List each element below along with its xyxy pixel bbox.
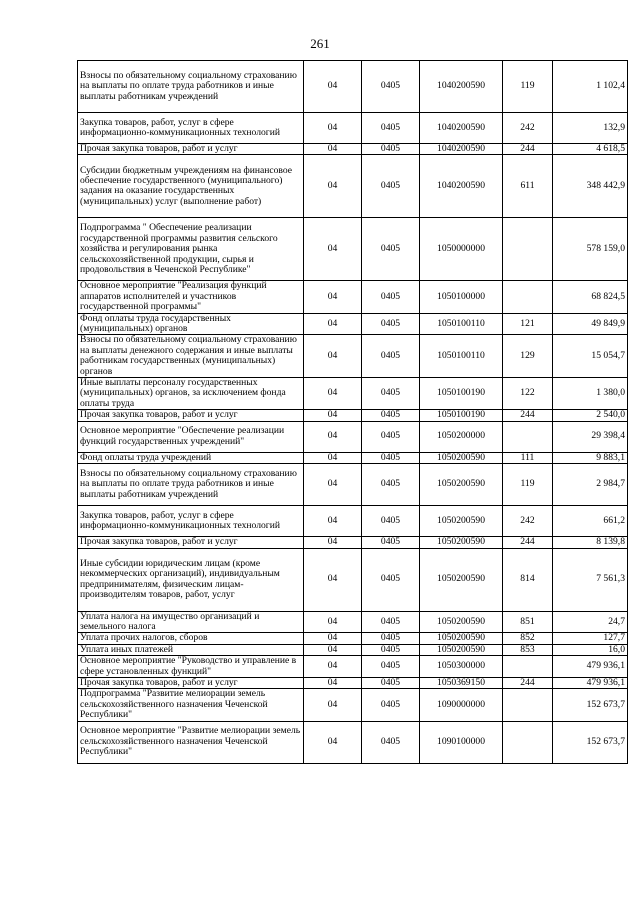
row-target-code: 1040200590 <box>420 61 503 113</box>
row-subsection: 0405 <box>362 281 420 313</box>
row-name: Взносы по обязательному социальному страхованию на выплаты по оплате труда работников и иные выплаты работникам учреждений <box>78 61 304 113</box>
table-row <box>78 537 628 548</box>
row-target-code: 1050200590 <box>420 644 503 655</box>
row-section: 04 <box>304 548 362 611</box>
row-amount: 1 102,4 <box>553 61 628 113</box>
row-expense-type: 814 <box>503 548 553 611</box>
row-target-code: 1090000000 <box>420 689 503 721</box>
table-row <box>78 464 628 506</box>
row-amount: 2 984,7 <box>553 464 628 506</box>
row-target-code: 1050200590 <box>420 506 503 537</box>
row-name: Прочая закупка товаров, работ и услуг <box>78 410 304 421</box>
row-name: Субсидии бюджетным учреждениям на финансовое обеспечение государственного (муниципального) задания на оказание государственных (муниципальных) услуг (выполнение работ) <box>78 155 304 218</box>
row-name: Фонд оплаты труда учреждений <box>78 452 304 463</box>
row-amount: 479 936,1 <box>553 656 628 678</box>
row-section: 04 <box>304 421 362 452</box>
row-section: 04 <box>304 281 362 313</box>
table-row <box>78 155 628 218</box>
row-section: 04 <box>304 689 362 721</box>
row-subsection: 0405 <box>362 378 420 410</box>
row-subsection: 0405 <box>362 113 420 144</box>
row-subsection: 0405 <box>362 689 420 721</box>
row-name: Подпрограмма " Обеспечение реализации государственной программы развития сельского хозяйства и регулирования рынка сельскохозяйственной продукции, сырья и продовольствия в Чеченской Республике" <box>78 218 304 281</box>
table-row <box>78 689 628 721</box>
table-row <box>78 281 628 313</box>
row-expense-type: 242 <box>503 113 553 144</box>
row-section: 04 <box>304 378 362 410</box>
row-amount: 29 398,4 <box>553 421 628 452</box>
row-target-code: 1050200590 <box>420 452 503 463</box>
row-target-code: 1090100000 <box>420 721 503 763</box>
row-target-code: 1050200590 <box>420 633 503 644</box>
row-expense-type <box>503 421 553 452</box>
row-subsection: 0405 <box>362 656 420 678</box>
table-row <box>78 506 628 537</box>
row-name: Закупка товаров, работ, услуг в сфере информационно-коммуникационных технологий <box>78 113 304 144</box>
row-section: 04 <box>304 506 362 537</box>
row-subsection: 0405 <box>362 144 420 155</box>
row-expense-type: 851 <box>503 611 553 633</box>
row-name: Основное мероприятие "Руководство и управление в сфере установленных функций" <box>78 656 304 678</box>
row-section: 04 <box>304 464 362 506</box>
row-subsection: 0405 <box>362 611 420 633</box>
table-row <box>78 633 628 644</box>
row-expense-type: 121 <box>503 313 553 335</box>
row-expense-type <box>503 656 553 678</box>
table-row <box>78 410 628 421</box>
row-subsection: 0405 <box>362 155 420 218</box>
row-amount: 68 824,5 <box>553 281 628 313</box>
table-row <box>78 313 628 335</box>
row-amount: 152 673,7 <box>553 689 628 721</box>
table-row <box>78 113 628 144</box>
row-expense-type: 111 <box>503 452 553 463</box>
row-name: Прочая закупка товаров, работ и услуг <box>78 537 304 548</box>
row-target-code: 1050000000 <box>420 218 503 281</box>
row-target-code: 1040200590 <box>420 144 503 155</box>
row-amount: 479 936,1 <box>553 677 628 688</box>
row-target-code: 1050100110 <box>420 313 503 335</box>
row-section: 04 <box>304 335 362 378</box>
row-amount: 4 618,5 <box>553 144 628 155</box>
row-amount: 132,9 <box>553 113 628 144</box>
row-name: Прочая закупка товаров, работ и услуг <box>78 144 304 155</box>
row-subsection: 0405 <box>362 506 420 537</box>
row-target-code: 1050100000 <box>420 281 503 313</box>
row-amount: 348 442,9 <box>553 155 628 218</box>
row-target-code: 1050200590 <box>420 548 503 611</box>
row-section: 04 <box>304 644 362 655</box>
row-subsection: 0405 <box>362 721 420 763</box>
row-section: 04 <box>304 677 362 688</box>
table-row <box>78 378 628 410</box>
row-name: Уплата налога на имущество организаций и земельного налога <box>78 611 304 633</box>
row-section: 04 <box>304 218 362 281</box>
row-target-code: 1040200590 <box>420 155 503 218</box>
row-name: Взносы по обязательному социальному страхованию на выплаты по оплате труда работников и иные выплаты работникам учреждений <box>78 464 304 506</box>
page-number: 261 <box>310 36 330 51</box>
row-target-code: 1050100190 <box>420 378 503 410</box>
row-amount: 24,7 <box>553 611 628 633</box>
row-expense-type: 852 <box>503 633 553 644</box>
row-name: Подпрограмма "Развитие мелиорации земель сельскохозяйственного назначения Чеченской Республики" <box>78 689 304 721</box>
table-row <box>78 644 628 655</box>
table-row <box>78 677 628 688</box>
row-section: 04 <box>304 144 362 155</box>
row-subsection: 0405 <box>362 335 420 378</box>
row-section: 04 <box>304 113 362 144</box>
budget-table <box>77 60 628 764</box>
table-row <box>78 421 628 452</box>
row-section: 04 <box>304 721 362 763</box>
row-amount: 2 540,0 <box>553 410 628 421</box>
table-row <box>78 452 628 463</box>
row-target-code: 1050100110 <box>420 335 503 378</box>
row-subsection: 0405 <box>362 548 420 611</box>
row-target-code: 1040200590 <box>420 113 503 144</box>
table-row <box>78 335 628 378</box>
row-expense-type: 853 <box>503 644 553 655</box>
row-subsection: 0405 <box>362 633 420 644</box>
row-subsection: 0405 <box>362 313 420 335</box>
row-expense-type: 244 <box>503 537 553 548</box>
row-expense-type: 119 <box>503 61 553 113</box>
row-section: 04 <box>304 452 362 463</box>
row-amount: 152 673,7 <box>553 721 628 763</box>
row-expense-type: 242 <box>503 506 553 537</box>
table-row <box>78 144 628 155</box>
row-section: 04 <box>304 313 362 335</box>
table-row <box>78 218 628 281</box>
row-amount: 8 139,8 <box>553 537 628 548</box>
row-name: Уплата иных платежей <box>78 644 304 655</box>
row-section: 04 <box>304 633 362 644</box>
row-target-code: 1050300000 <box>420 656 503 678</box>
row-expense-type: 129 <box>503 335 553 378</box>
row-name: Прочая закупка товаров, работ и услуг <box>78 677 304 688</box>
row-subsection: 0405 <box>362 644 420 655</box>
row-name: Закупка товаров, работ, услуг в сфере информационно-коммуникационных технологий <box>78 506 304 537</box>
row-target-code: 1050200590 <box>420 611 503 633</box>
table-row <box>78 611 628 633</box>
row-amount: 7 561,3 <box>553 548 628 611</box>
row-target-code: 1050200000 <box>420 421 503 452</box>
row-amount: 16,0 <box>553 644 628 655</box>
row-expense-type: 244 <box>503 677 553 688</box>
row-expense-type <box>503 721 553 763</box>
row-subsection: 0405 <box>362 421 420 452</box>
row-subsection: 0405 <box>362 452 420 463</box>
row-section: 04 <box>304 155 362 218</box>
table-row <box>78 656 628 678</box>
row-subsection: 0405 <box>362 677 420 688</box>
budget-table-body <box>78 61 628 764</box>
row-amount: 127,7 <box>553 633 628 644</box>
row-expense-type: 244 <box>503 144 553 155</box>
row-expense-type <box>503 218 553 281</box>
row-section: 04 <box>304 61 362 113</box>
table-row <box>78 721 628 763</box>
row-section: 04 <box>304 656 362 678</box>
row-expense-type <box>503 689 553 721</box>
row-name: Иные субсидии юридическим лицам (кроме некоммерческих организаций), индивидуальным предпринимателям, физическим лицам-производителям товаров, работ, услуг <box>78 548 304 611</box>
row-amount: 661,2 <box>553 506 628 537</box>
row-name: Основное мероприятие "Развитие мелиорации земель сельскохозяйственного назначения Чеченской Республики" <box>78 721 304 763</box>
row-name: Основное мероприятие "Обеспечение реализации функций государственных учреждений" <box>78 421 304 452</box>
row-target-code: 1050200590 <box>420 537 503 548</box>
row-expense-type: 119 <box>503 464 553 506</box>
row-name: Уплата прочих налогов, сборов <box>78 633 304 644</box>
row-subsection: 0405 <box>362 218 420 281</box>
row-amount: 1 380,0 <box>553 378 628 410</box>
row-section: 04 <box>304 537 362 548</box>
row-amount: 49 849,9 <box>553 313 628 335</box>
row-name: Взносы по обязательному социальному страхованию на выплаты денежного содержания и иные выплаты работникам государственных (муниципальных) органов <box>78 335 304 378</box>
row-amount: 15 054,7 <box>553 335 628 378</box>
row-expense-type: 611 <box>503 155 553 218</box>
row-expense-type <box>503 281 553 313</box>
row-name: Фонд оплаты труда государственных (муниципальных) органов <box>78 313 304 335</box>
row-expense-type: 122 <box>503 378 553 410</box>
row-target-code: 1050200590 <box>420 464 503 506</box>
row-subsection: 0405 <box>362 61 420 113</box>
row-name: Основное мероприятие "Реализация функций аппаратов исполнителей и участников государственной программы" <box>78 281 304 313</box>
row-subsection: 0405 <box>362 410 420 421</box>
row-expense-type: 244 <box>503 410 553 421</box>
row-name: Иные выплаты персоналу государственных (муниципальных) органов, за исключением фонда оплаты труда <box>78 378 304 410</box>
row-amount: 9 883,1 <box>553 452 628 463</box>
table-row <box>78 548 628 611</box>
row-amount: 578 159,0 <box>553 218 628 281</box>
row-section: 04 <box>304 611 362 633</box>
row-section: 04 <box>304 410 362 421</box>
row-target-code: 1050100190 <box>420 410 503 421</box>
row-target-code: 1050369150 <box>420 677 503 688</box>
row-subsection: 0405 <box>362 537 420 548</box>
table-row <box>78 61 628 113</box>
row-subsection: 0405 <box>362 464 420 506</box>
